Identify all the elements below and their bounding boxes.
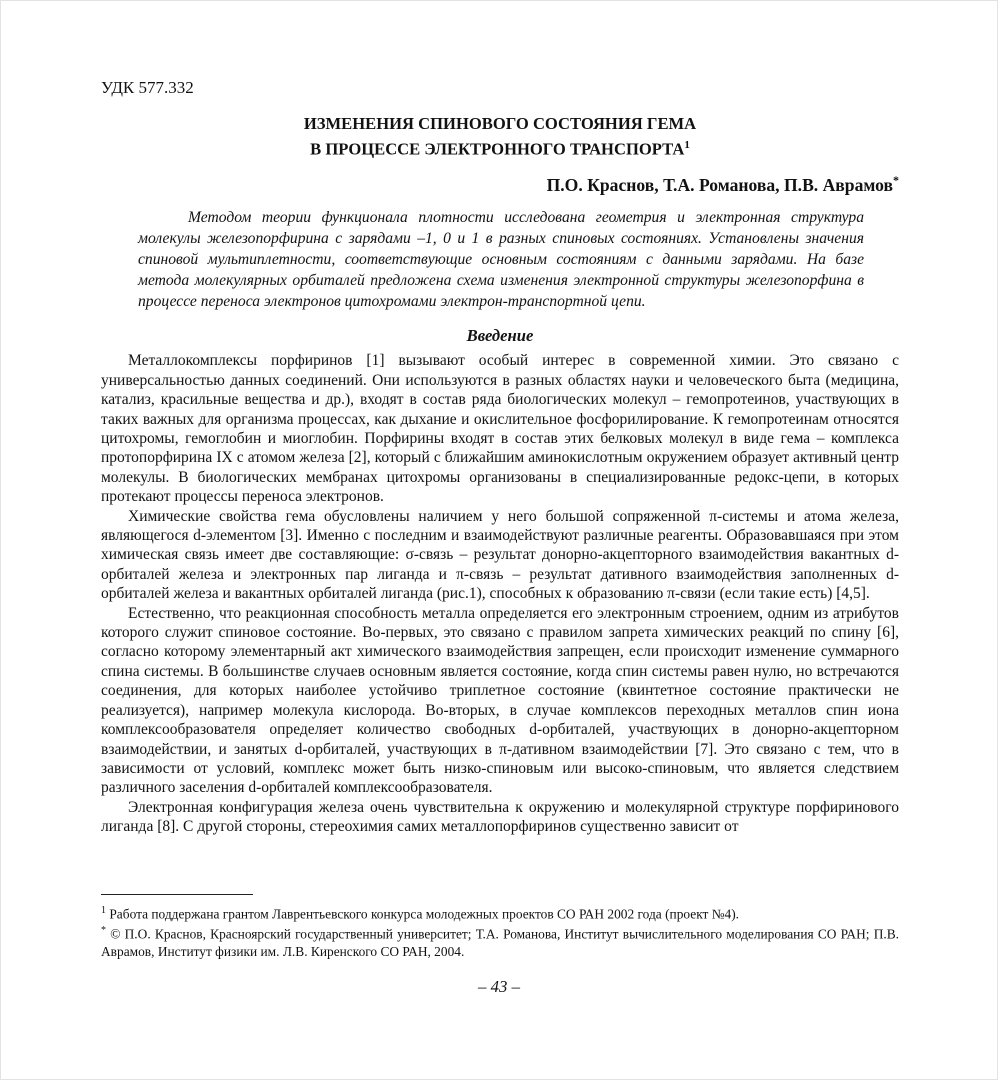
footnote-copyright xyxy=(101,922,899,959)
section-heading-introduction: Введение xyxy=(466,326,534,346)
footnote-grant-text: Работа поддержана грантом Лаврентьевского конкурса молодежных проектов СО РАН 2002 года (проект №4). xyxy=(109,906,740,922)
article-title-line-2 xyxy=(101,135,899,160)
body-paragraph: Электронная конфигурация железа очень чувствительна к окружению и молекулярной структуре порфиринового лиганда [8]. С другой стороны, стереохимия самих металлопорфиринов существенно зависит от xyxy=(101,798,899,836)
authors-line xyxy=(101,169,899,196)
authors-text: П.О. Краснов, Т.А. Романова, П.В. Аврамов xyxy=(546,174,893,195)
footnote-copyright-text: © П.О. Краснов, Красноярский государственный университет; Т.А. Романова, Институт вычислительного моделирования СО РАН; П.В. Аврамов, Институт физики им. Л.В. Киренского СО РАН, 2004. xyxy=(101,926,899,959)
body-paragraph: Металлокомплексы порфиринов [1] вызывают особый интерес в современной химии. Это связано с универсальностью данных соединений. Они используются в разных областях науки и человеческого быта (медицина, катализ, красильные вещества и др.), входят в состав ряда биологических молекул – гемопротеинов, участвующих в таких важных для организма процессах, как дыхание и окислительное фосфорилирование. К гемопротеинам относятся цитохромы, гемоглобин и миоглобин. Порфирины входят в состав этих белковых молекул в виде гема – комплекса протопорфирина IX с атомом железа [2], который с ближайшим аминокислотным окружением образует активный центр молекулы. В биологических мембранах цитохромы организованы в специализированные редокс-цепи, в которых протекают процессы переноса электронов. xyxy=(101,352,899,506)
body-paragraph: Естественно, что реакционная способность металла определяется его электронным строением, одним из атрибутов которого служит спиновое состояние. Во-первых, это связано с правилом запрета химических реакций по спину [6], согласно которому элементарный акт химического взаимодействия запрещен, если происходит изменение суммарного спина системы. В большинстве случаев основным является состояние, когда спин системы равен нулю, но встречаются соединения, для которых наиболее устойчиво триплетное состояние (квинтетное состояние практически не реализуется), например молекула кислорода. Во-вторых, в случае комплексов переходных металлов спин иона комплексообразователя определяет количество свободных d-орбиталей, участвующих в донорно-акцепторном взаимодействии, и занятых d-орбиталей, участвующих в π-дативном взаимодействии [7]. Это связано с тем, что в зависимости от условий, комплекс может быть низко-спиновым или высоко-спиновым, что является следствием различного заселения d-орбиталей комплексообразователя. xyxy=(101,604,899,797)
article-title-line-1: ИЗМЕНЕНИЯ СПИНОВОГО СОСТОЯНИЯ ГЕМА xyxy=(303,114,697,133)
article-title-line-2-text: В ПРОЦЕССЕ ЭЛЕКТРОННОГО ТРАНСПОРТА xyxy=(310,139,685,159)
body-paragraph: Химические свойства гема обусловлены наличием у него большой сопряженной π-системы и атома железа, являющегося d-элементом [3]. Именно с последним и взаимодействуют различные реагенты. Образовавшаяся при этом химическая связь имеет две составляющие: σ-связь – результат донорно-акцепторного взаимодействия вакантных d-орбиталей железа и электронных пар лиганда и π-связь – результат дативного взаимодействия заполненных d-орбиталей железа и вакантных орбиталей лиганда (рис.1), способных к образованию π-связи (если такие есть) [4,5]. xyxy=(101,507,899,603)
footnote-copyright-mark: * xyxy=(101,925,106,937)
abstract-paragraph: Методом теории функционала плотности исследована геометрия и электронная структура молекулы железопорфирина с зарядами –1, 0 и 1 в разных спиновых состояниях. Установлены значения спиновой мультиплетности, соответствующие основным состояниям с данными зарядами. На базе метода молекулярных орбиталей предложена схема изменения электронной структуры железопорфина в процессе переноса электронов цитохромами электрон-транспортной цепи. xyxy=(138,209,864,310)
authors-footnote-mark: * xyxy=(893,172,899,187)
udc-number: УДК 577.332 xyxy=(101,78,194,97)
page-number: – 43 – xyxy=(478,977,520,996)
article-title xyxy=(101,114,899,160)
page-content xyxy=(101,77,899,894)
footnotes-block xyxy=(101,894,899,960)
footnote-grant xyxy=(101,902,899,922)
title-footnote-mark: 1 xyxy=(684,138,690,151)
footnote-grant-mark: 1 xyxy=(101,905,106,916)
footnote-separator-rule xyxy=(101,894,253,895)
